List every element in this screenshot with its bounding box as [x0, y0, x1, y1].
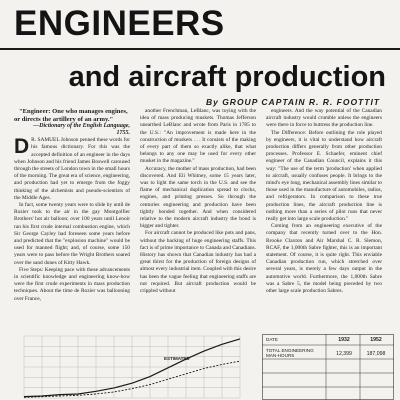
column-2	[140, 108, 256, 330]
table-row	[262, 375, 394, 385]
article-title: ENGINEERS	[14, 4, 225, 43]
table-cell: 187,098	[366, 351, 386, 357]
title-rule	[0, 48, 400, 50]
article-subtitle: and aircraft production	[68, 61, 386, 93]
chart-grid	[24, 336, 240, 398]
table-row-label: TOTAL ENGINEERING MAN-HOURS	[266, 348, 314, 358]
column-3	[266, 108, 382, 330]
paragraph: Coming from an engineering executive of the company that recently turned over to the Hon. Brooke Claxton and Air Marshal C. R. Slemon, RCAF, the 1,000th Sabre fighter, this is an important statement. Of course, it is quite right. This enviable Canadian production run, which stretched over several years, is merely a few days output in the automotive world. Furthermore, the 1,000th Sabre was a Sabre 5, the model being preceded by two other large scale production Sabres.	[266, 223, 382, 295]
table-header-label: DATE	[266, 337, 278, 342]
paragraph: In fact, some twenty years were to slide by until de Rozier took to the air in the gay Montgolfier Brothers' hot air balloon; over 100 years until Lenoir ran his first crude internal combustion engine, which Sir George Cayley had foreseen some years before and predicted that the "explosion machine" would be used for manned flight; and, of course, some 150 years were to pass before the Wright Brothers soared over the sand dunes of Kitty Hawk.	[14, 202, 130, 266]
byline: By GROUP CAPTAIN R. R. FOOTTIT	[205, 97, 380, 107]
paragraph: For aircraft cannot be produced like pots and pans, without the backing of huge engineering staffs. This fact is of prime importance to Canada and Canadians. History has shown that Canadian industry has had a great thirst for the production of foreign designs of almost every industrial item. Coupled with this desire has been the vague feeling that engineering staffs are not required. But aircraft production would be crippled without	[140, 230, 256, 295]
table-row	[262, 361, 394, 371]
epigraph-source: —Dictionary of the English Language, 1755.	[33, 123, 130, 137]
table-row	[262, 347, 394, 357]
paragraph: Accuracy, the mother of mass production, had been discovered. And Eli Whitney, some 15 years later, was to light the same torch in the U.S. and see the flame of mechanical duplication spread to clocks, engines, and printing presses. So through the centuries engineering and production have been tightly bonded together. And when considered relative to the modern aircraft industry the bond is bigger and tighter.	[140, 165, 256, 230]
chart-annotation: ESTIMATED	[164, 356, 190, 361]
epigraph-quote: "Engineer: One who manages engines, or directs the artillery of an army."	[14, 108, 128, 123]
table-header-row	[262, 336, 394, 346]
paragraph: engineers. And the way potential of the Canadian aircraft industry would crumble unless the engineers were there in force to buttress the production line.	[266, 108, 382, 129]
paragraph: Five Steps: Keeping pace with these advancements in scientific knowledge and engineering know-how were the first crude experiments in mass production techniques. About the time de Rozier was ballooning over France,	[14, 266, 130, 302]
paragraph: The Difference: Before outlining the role played by engineers, it is vital to understand how aircraft production differs generally from other production processes. Professor E. Schaefer, eminent chief engineer of the Canadian Council, explains it this way: "The use of the term 'production' when applied to aircraft, usually confuses people. It brings to the mind's eye long, mechanical assembly lines similar to those used in the manufacture of automobiles, radios, and refrigerators. In comparison to these true production lines, the aircraft production line is nothing more than a series of pilot runs that never really get into large scale production."	[266, 129, 382, 223]
lead-paragraph	[14, 137, 130, 202]
engineering-comparison-table	[262, 334, 394, 400]
table-header-year-a: 1932	[338, 337, 350, 343]
paragraph: another Frenchman, LeBlanc, was toying with the idea of mass producing muskets. Thomas Jefferson unearthed LeBlanc and wrote from Paris in 1785 to the U.S.: "An improvement is made here in the construction of muskets . . . It consists of the making of every part of them so exactly alike, that what belongs to any one may be used for every other musket in the magazine."	[140, 108, 256, 165]
lead-text: R. SAMUEL Johnson penned these words for his famous dictionary. For this was the accepted definition of an engineer in the days when Johnson and his friend James Boswell caroused through the streets of London town in the small hours of the morning. The great era of science, engineering, and production had yet to emerge from the foggy thinking of the alchemists and pseudo-scientists of the Middle Ages.	[14, 137, 130, 201]
column-1	[14, 108, 130, 330]
table-header-year-b: 1952	[370, 337, 382, 343]
table-cell: 12,399	[336, 351, 352, 357]
drop-cap: D	[14, 135, 30, 159]
engineering-growth-chart	[14, 330, 250, 400]
